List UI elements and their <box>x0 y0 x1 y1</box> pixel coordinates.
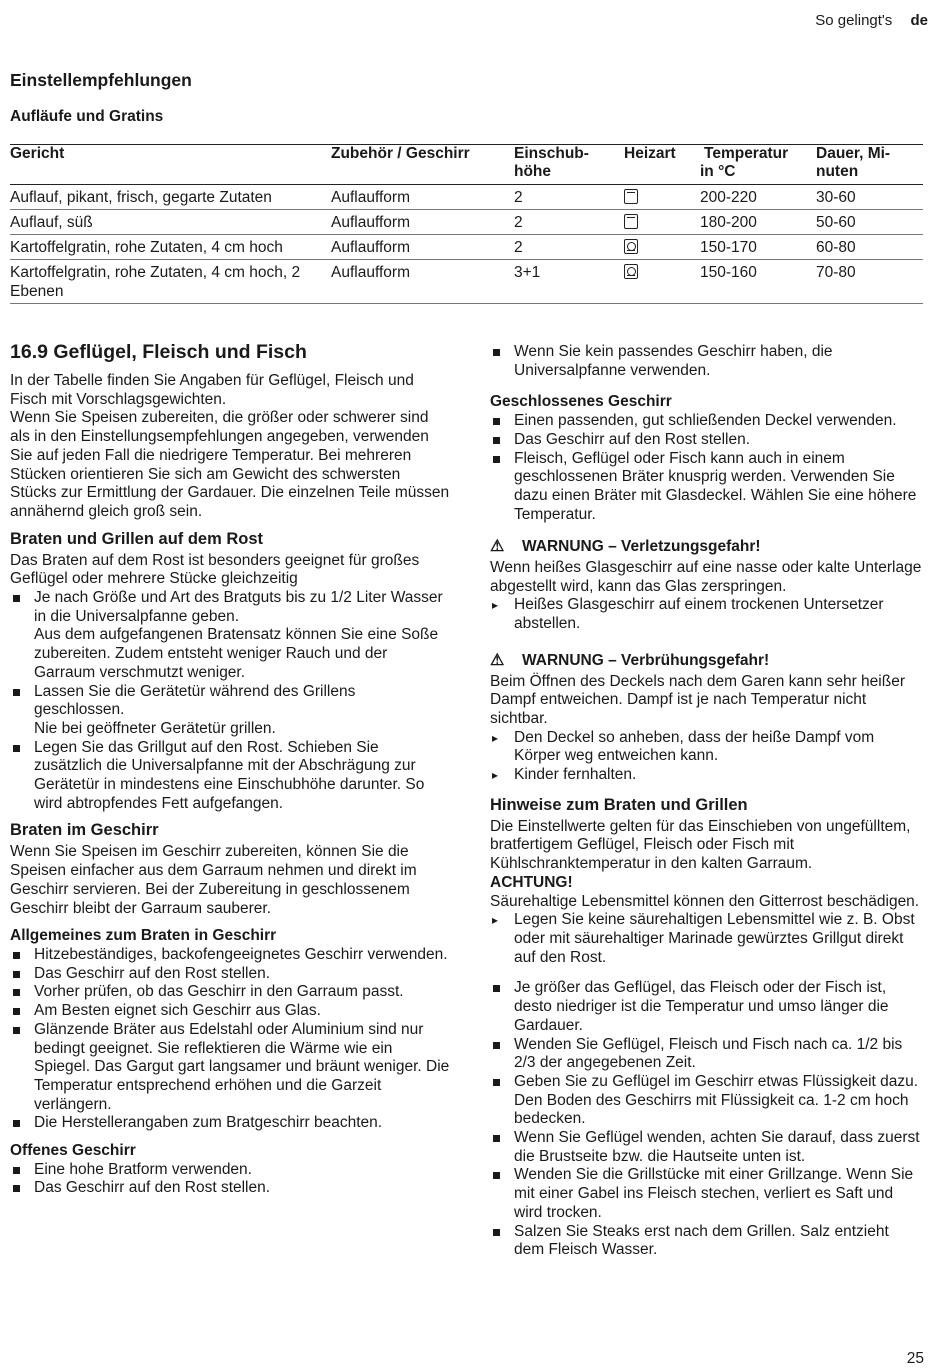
list-item: Wenden Sie die Grillstücke mit einer Grillzange. Wenn Sie mit einer Gabel ins Fleisch stechen, verliert es Saft und wird trocken. <box>490 1166 923 1222</box>
top-bottom-heat-icon <box>624 214 638 229</box>
list-item: Lassen Sie die Gerätetür während des Grillens geschlossen. Nie bei geöffneter Gerätetür grillen. <box>10 683 450 739</box>
cell-level: 2 <box>514 210 624 235</box>
list-item: Hitzebeständiges, backofengeeignetes Geschirr verwenden. <box>10 946 450 965</box>
list-item: ▸ Kinder fernhalten. <box>490 766 923 785</box>
col-header-accessory: Zubehör / Geschirr <box>331 145 514 185</box>
cell-dish: Kartoffelgratin, rohe Zutaten, 4 cm hoch <box>10 235 331 260</box>
list-item: ▸ Legen Sie keine säurehaltigen Lebensmittel wie z. B. Obst oder mit säurehaltiger Marinade gewürztes Grillgut direkt auf den Rost. <box>490 911 923 967</box>
col-header-level: Einschub- höhe <box>514 145 624 185</box>
list-item: Eine hohe Bratform verwenden. <box>10 1161 450 1180</box>
header-title: So gelingt's <box>815 12 893 29</box>
list-item: ▸ Heißes Glasgeschirr auf einem trockenen Untersetzer abstellen. <box>490 596 923 633</box>
table-row <box>10 235 923 260</box>
list-item: Je nach Größe und Art des Bratguts bis zu 1/2 Liter Wasser in die Universalpfanne geben. Aus dem aufgefangenen Bratensatz können Sie eine Soße zubereiten. Zudem entsteht weniger Rauch und der Garraum verschmutzt weniger. <box>10 589 450 683</box>
list-item: Wenn Sie Geflügel wenden, achten Sie darauf, dass zuerst die Brustseite bzw. die Hautseite unten ist. <box>490 1129 923 1166</box>
list-item: ▸ Den Deckel so anheben, dass der heiße Dampf vom Körper weg entweichen kann. <box>490 729 923 766</box>
list-item: Fleisch, Geflügel oder Fisch kann auch in einem geschlossenen Bräter knusprig werden. Verwenden Sie dazu einen Bräter mit Glasdeckel. Wählen Sie eine höhere Temperatur. <box>490 450 923 525</box>
attention-label: ACHTUNG! <box>490 873 573 891</box>
warning-scald-actions <box>490 729 923 785</box>
cell-duration: 50-60 <box>816 210 923 235</box>
hot-air-icon <box>624 239 638 254</box>
grill-heading: Braten und Grillen auf dem Rost <box>10 529 264 548</box>
intro-paragraph: Wenn Sie Speisen zubereiten, die größer oder schwerer sind als in den Einstellungsempfehlungen angegeben, verwenden Sie auf jeden Fall die niedrigere Temperatur. Bei mehreren Stücken orientieren Sie sich am Gewicht des schwersten Stücks zur Ermittlung der Gardauer. Die einzelnen Teile müssen annähernd gleich groß sein. <box>10 409 450 520</box>
list-item: Das Geschirr auf den Rost stellen. <box>10 965 450 984</box>
open-dish-heading: Offenes Geschirr <box>10 1142 136 1160</box>
right-column <box>490 343 923 1260</box>
cell-dish: Auflauf, pikant, frisch, gegarte Zutaten <box>10 185 331 210</box>
cell-dish: Auflauf, süß <box>10 210 331 235</box>
dish-heading: Braten im Geschirr <box>10 821 159 840</box>
col-header-temperature: Temperatur in °C <box>700 145 816 185</box>
cell-heating <box>624 260 700 304</box>
section-title: 16.9 Geflügel, Fleisch und Fisch <box>10 341 307 363</box>
closed-dish-list <box>490 412 923 524</box>
cell-heating <box>624 185 700 210</box>
table-row <box>10 210 923 235</box>
page-number: 25 <box>906 1350 924 1367</box>
general-heading: Allgemeines zum Braten in Geschirr <box>10 927 277 945</box>
hints-intro: Die Einstellwerte gelten für das Einschieben von ungefülltem, bratfertigem Geflügel, Fleisch oder Fisch mit Kühlschranktemperatur in den kalten Garraum. <box>490 817 911 873</box>
hints-heading: Hinweise zum Braten und Grillen <box>490 795 748 814</box>
cell-level: 2 <box>514 235 624 260</box>
cell-temperature: 150-160 <box>700 260 816 304</box>
hot-air-icon <box>624 264 638 279</box>
col-header-duration: Dauer, Mi- nuten <box>816 145 923 185</box>
warning-injury-heading: ⚠ WARNUNG – Verletzungsgefahr! <box>490 538 761 556</box>
warning-injury-text: Wenn heißes Glasgeschirr auf eine nasse oder kalte Unterlage abgestellt wird, kann das Glas zerspringen. <box>490 559 922 595</box>
hints-list <box>490 979 923 1260</box>
table-row <box>10 260 923 304</box>
closed-dish-heading: Geschlossenes Geschirr <box>490 393 672 411</box>
cell-temperature: 150-170 <box>700 235 816 260</box>
col-header-dish: Gericht <box>10 145 331 185</box>
cell-dish: Kartoffelgratin, rohe Zutaten, 4 cm hoch, 2 Ebenen <box>10 260 331 304</box>
cell-accessory: Auflaufform <box>331 210 514 235</box>
page-header <box>815 12 928 29</box>
cell-duration: 60-80 <box>816 235 923 260</box>
list-item: Glänzende Bräter aus Edelstahl oder Aluminium sind nur bedingt geeignet. Sie reflektieren die Wärme wie ein Spiegel. Das Gargut gart langsamer und bräunt weniger. Die Temperatur entsprechend erhöhen und die Garzeit verlängern. <box>10 1021 450 1115</box>
general-list <box>10 946 450 1133</box>
cell-duration: 30-60 <box>816 185 923 210</box>
warning-injury-actions <box>490 596 923 633</box>
grill-list <box>10 589 450 813</box>
cell-level: 2 <box>514 185 624 210</box>
cell-temperature: 200-220 <box>700 185 816 210</box>
attention-text: Säurehaltige Lebensmittel können den Gitterrost beschädigen. <box>490 892 920 910</box>
recommendations-subtitle: Aufläufe und Gratins <box>10 108 164 125</box>
list-item: Vorher prüfen, ob das Geschirr in den Garraum passt. <box>10 983 450 1002</box>
warning-scald-text: Beim Öffnen des Deckels nach dem Garen kann sehr heißer Dampf entweichen. Dampf ist je nach Temperatur nicht sichtbar. <box>490 672 905 727</box>
left-column <box>10 340 450 1198</box>
list-item: Am Besten eignet sich Geschirr aus Glas. <box>10 1002 450 1021</box>
table-row <box>10 185 923 210</box>
list-item: Legen Sie das Grillgut auf den Rost. Schieben Sie zusätzlich die Universalpfanne mit der Abschrägung zur Gerätetür in mindestens eine Einschubhöhe darunter. So wird abtropfendes Fett aufgefangen. <box>10 739 450 814</box>
warning-scald-heading: ⚠ WARNUNG – Verbrühungsgefahr! <box>490 651 770 669</box>
list-item: Die Herstellerangaben zum Bratgeschirr beachten. <box>10 1114 450 1133</box>
cell-heating <box>624 210 700 235</box>
top-bottom-heat-icon <box>624 189 638 204</box>
list-item: Je größer das Geflügel, das Fleisch oder der Fisch ist, desto niedriger ist die Temperatur und umso länger die Gardauer. <box>490 979 923 1035</box>
cell-temperature: 180-200 <box>700 210 816 235</box>
settings-table <box>10 144 923 304</box>
recommendations-title: Einstellempfehlungen <box>10 70 192 90</box>
list-item: Das Geschirr auf den Rost stellen. <box>490 431 923 450</box>
cell-heating <box>624 235 700 260</box>
intro-paragraph: In der Tabelle finden Sie Angaben für Geflügel, Fleisch und Fisch mit Vorschlagsgewichten. <box>10 372 414 408</box>
cell-level: 3+1 <box>514 260 624 304</box>
list-item: Wenden Sie Geflügel, Fleisch und Fisch nach ca. 1/2 bis 2/3 der angegebenen Zeit. <box>490 1036 923 1073</box>
cell-accessory: Auflaufform <box>331 185 514 210</box>
list-item: Geben Sie zu Geflügel im Geschirr etwas Flüssigkeit dazu. Den Boden des Geschirrs mit Flüssigkeit ca. 1-2 cm hoch bedecken. <box>490 1073 923 1129</box>
warning-triangle-icon: ⚠ <box>490 651 505 669</box>
header-language: de <box>910 12 928 29</box>
col-header-heating: Heizart <box>624 145 700 185</box>
top-list <box>490 343 923 380</box>
grill-intro: Das Braten auf dem Rost ist besonders geeignet für großes Geflügel oder mehrere Stücke gleichzeitig <box>10 551 420 588</box>
list-item: Wenn Sie kein passendes Geschirr haben, die Universalpfanne verwenden. <box>490 343 923 380</box>
attention-actions <box>490 911 923 967</box>
table-header-row <box>10 145 923 185</box>
cell-duration: 70-80 <box>816 260 923 304</box>
cell-accessory: Auflaufform <box>331 260 514 304</box>
open-dish-list <box>10 1161 450 1198</box>
list-item: Das Geschirr auf den Rost stellen. <box>10 1179 450 1198</box>
list-item: Einen passenden, gut schließenden Deckel verwenden. <box>490 412 923 431</box>
warning-triangle-icon: ⚠ <box>490 538 505 556</box>
list-item: Salzen Sie Steaks erst nach dem Grillen. Salz entzieht dem Fleisch Wasser. <box>490 1223 923 1260</box>
cell-accessory: Auflaufform <box>331 235 514 260</box>
dish-intro: Wenn Sie Speisen im Geschirr zubereiten, können Sie die Speisen einfacher aus dem Garraum nehmen und direkt im Geschirr servieren. Bei der Zubereitung in geschlossenem Geschirr bleibt der Garraum sauberer. <box>10 843 417 917</box>
